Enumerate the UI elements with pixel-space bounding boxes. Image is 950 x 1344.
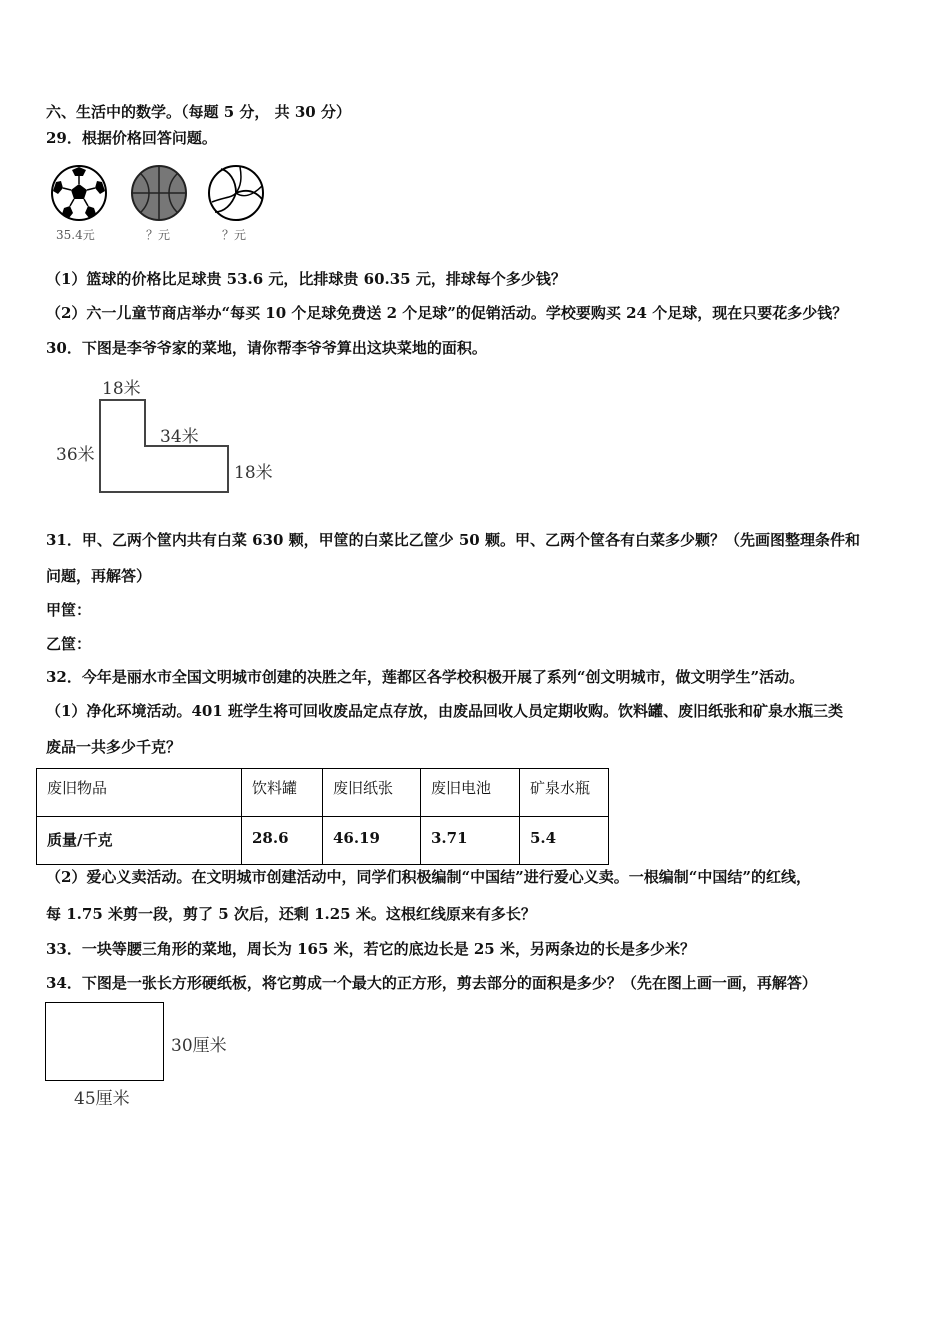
table-cell: 废旧纸张 (323, 769, 421, 817)
q29-sub2: （2）六一儿童节商店举办“每买 10 个足球免费送 2 个足球”的促销活动。学校要购买 24 个足球，现在只要花多少钱？ (46, 304, 848, 322)
table-cell: 矿泉水瓶 (520, 769, 609, 817)
l-shape-field-figure (50, 370, 290, 510)
q32-sub1-line2: 废品一共多少千克？ (46, 738, 182, 756)
label-right: 18米 (234, 463, 273, 483)
q32-title: 32．今年是丽水市全国文明城市创建的决胜之年，莲都区各学校积极开展了系列“创文明城市，做文明学生”活动。 (46, 668, 805, 686)
table-cell: 3.71 (421, 817, 520, 865)
q31-yi: 乙筐： (46, 635, 92, 653)
label-middle: 34米 (160, 427, 199, 447)
soccer-price-label: 35.4元 (56, 228, 95, 242)
volleyball-price-label: ？元 (222, 228, 247, 242)
q31-jia: 甲筐： (46, 601, 92, 619)
volleyball-icon (207, 164, 265, 222)
q31-line1: 31．甲、乙两个筐内共有白菜 630 颗，甲筐的白菜比乙筐少 50 颗。甲、乙两个筐各有白菜多少颗？（先画图整理条件和 (46, 531, 860, 549)
q33-title: 33．一块等腰三角形的菜地，周长为 165 米，若它的底边长是 25 米，另两条边的长是多少米？ (46, 940, 695, 958)
q30-title: 30．下图是李爷爷家的菜地，请你帮李爷爷算出这块菜地的面积。 (46, 339, 487, 357)
waste-table (36, 768, 609, 865)
basketball-icon (130, 164, 188, 222)
basketball-price-label: ？元 (146, 228, 171, 242)
q32-sub2-line2: 每 1.75 米剪一段，剪了 5 次后，还剩 1.25 米。这根红线原来有多长？ (46, 905, 536, 923)
q29-sub1: （1）篮球的价格比足球贵 53.6 元，比排球贵 60.35 元，排球每个多少钱？ (46, 270, 566, 288)
width-label: 45厘米 (74, 1089, 130, 1109)
ball-images (48, 160, 278, 250)
table-cell: 46.19 (323, 817, 421, 865)
q31-line2: 问题，再解答） (46, 567, 152, 585)
soccer-ball-icon (50, 164, 108, 222)
q34-title: 34．下图是一张长方形硬纸板，将它剪成一个最大的正方形，剪去部分的面积是多少？（先在图上画一画，再解答） (46, 974, 817, 992)
table-cell: 废旧物品 (37, 769, 242, 817)
height-label: 30厘米 (171, 1036, 227, 1056)
label-top: 18米 (102, 379, 141, 399)
table-cell: 废旧电池 (421, 769, 520, 817)
section-title: 六、生活中的数学。（每题 5 分， 共 30 分） (46, 103, 351, 121)
table-header-row (37, 769, 609, 817)
table-cell: 饮料罐 (242, 769, 323, 817)
table-row (37, 817, 609, 865)
table-cell: 5.4 (520, 817, 609, 865)
cardboard-rectangle (45, 1002, 164, 1081)
q32-sub2-line1: （2）爱心义卖活动。在文明城市创建活动中，同学们积极编制“中国结”进行爱心义卖。一根编制“中国结”的红线， (46, 868, 811, 886)
label-left: 36米 (56, 445, 95, 465)
q29-title: 29．根据价格回答问题。 (46, 129, 217, 147)
table-cell: 质量/千克 (37, 817, 242, 865)
q32-sub1-line1: （1）净化环境活动。401 班学生将可回收废品定点存放，由废品回收人员定期收购。饮料罐、废旧纸张和矿泉水瓶三类 (46, 702, 843, 720)
table-cell: 28.6 (242, 817, 323, 865)
